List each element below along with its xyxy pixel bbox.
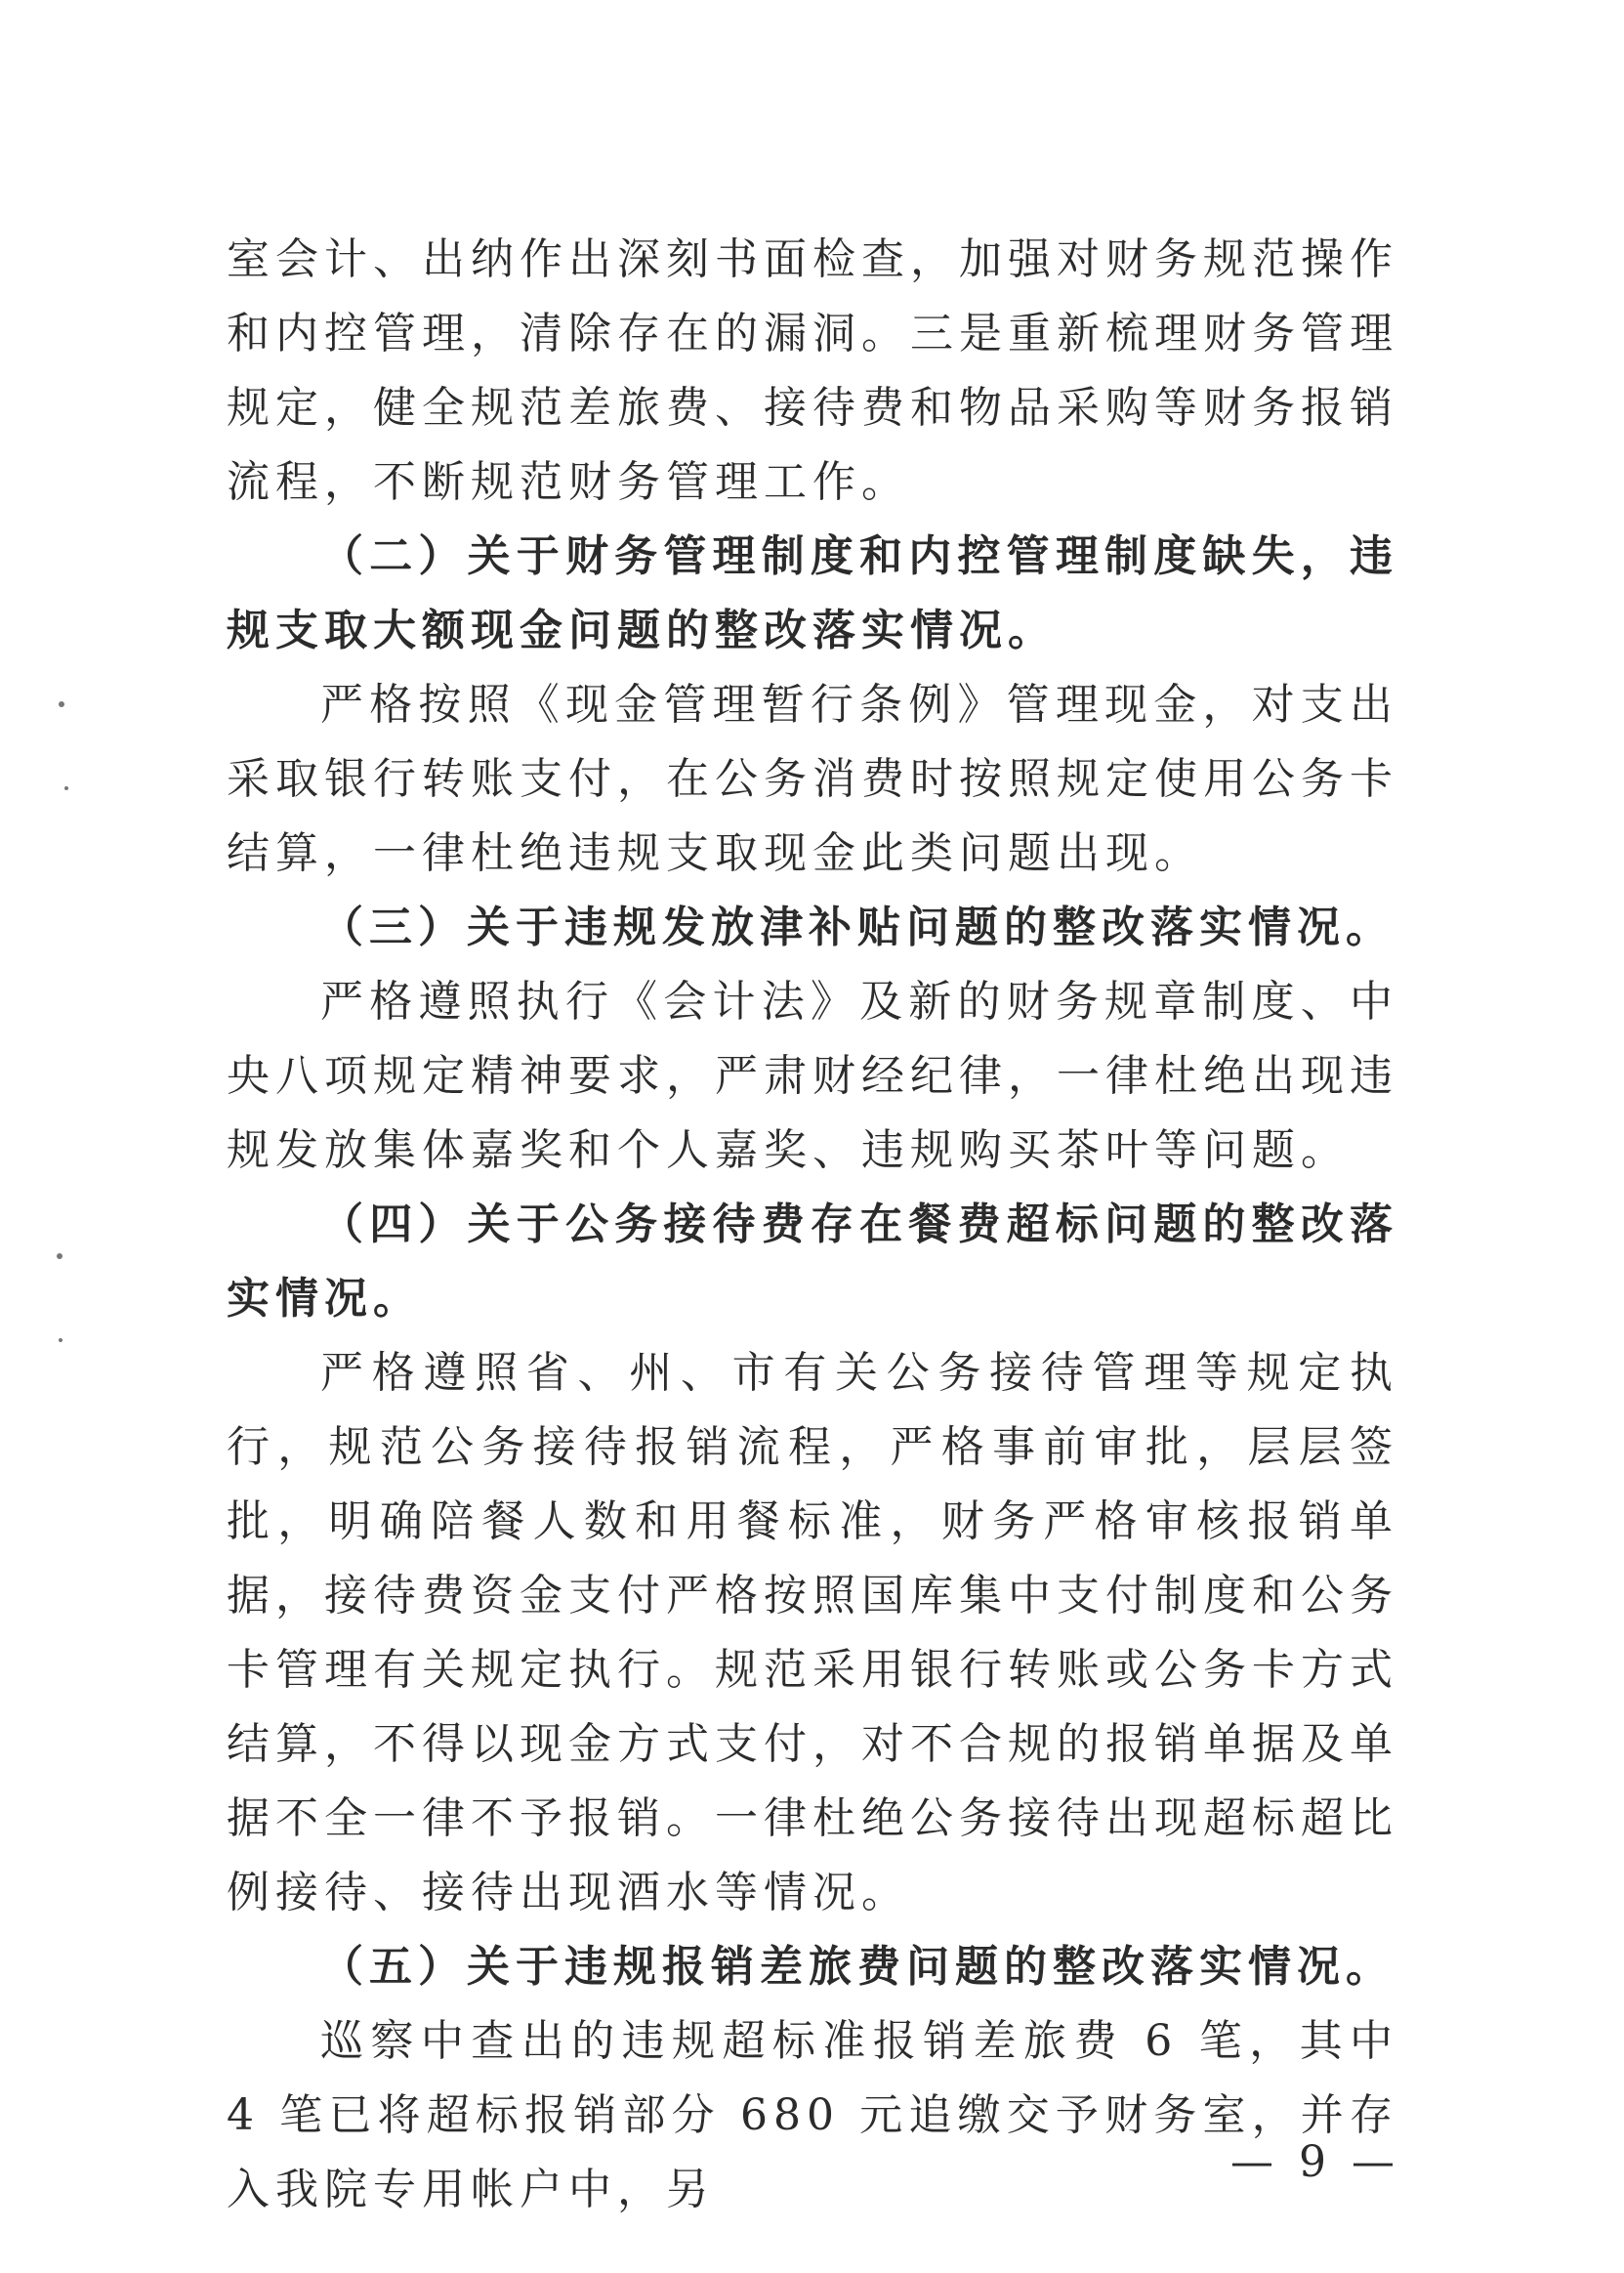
paragraph-3: 严格遵照执行《会计法》及新的财务规章制度、中央八项规定精神要求，严肃财经纪律，一律杜绝出现违规发放集体嘉奖和个人嘉奖、违规购买茶叶等问题。: [227, 977, 1398, 1175]
scan-speck: [57, 1253, 62, 1259]
paragraph-5: 巡察中查出的违规超标准报销差旅费 6 笔，其中 4 笔已将超标报销部分 680 元追缴交予财务室，并存入我院专用帐户中，另: [227, 2016, 1398, 2214]
page-number: — 9 —: [1230, 2137, 1400, 2187]
section-heading-4: （四）关于公务接待费存在餐费超标问题的整改落实情况。: [227, 1200, 1398, 1324]
section-heading-2: （二）关于财务管理制度和内控管理制度缺失，违规支取大额现金问题的整改落实情况。: [227, 531, 1398, 655]
paragraph-2: 严格按照《现金管理暂行条例》管理现金，对支出采取银行转账支付，在公务消费时按照规定使用公务卡结算，一律杜绝违规支取现金此类问题出现。: [227, 680, 1398, 878]
body-text: [227, 223, 1398, 2227]
paragraph-4: 严格遵照省、州、市有关公务接待管理等规定执行，规范公务接待报销流程，严格事前审批，层层签批，明确陪餐人数和用餐标准，财务严格审核报销单据，接待费资金支付严格按照国库集中支付制度和公务卡管理有关规定执行。规范采用银行转账或公务卡方式结算，不得以现金方式支付，对不合规的报销单据及单据不全一律不予报销。一律杜绝公务接待出现超标超比例接待、接待出现酒水等情况。: [227, 1348, 1398, 1917]
scan-speck: [59, 701, 64, 707]
section-heading-3: （三）关于违规发放津补贴问题的整改落实情况。: [320, 903, 1395, 952]
section-heading-5: （五）关于违规报销差旅费问题的整改落实情况。: [320, 1942, 1395, 1992]
scan-speck: [64, 786, 68, 790]
scan-speck: [59, 1338, 62, 1342]
paragraph-continuation: 室会计、出纳作出深刻书面检查，加强对财务规范操作和内控管理，清除存在的漏洞。三是重新梳理财务管理规定，健全规范差旅费、接待费和物品采购等财务报销流程，不断规范财务管理工作。: [227, 234, 1398, 507]
